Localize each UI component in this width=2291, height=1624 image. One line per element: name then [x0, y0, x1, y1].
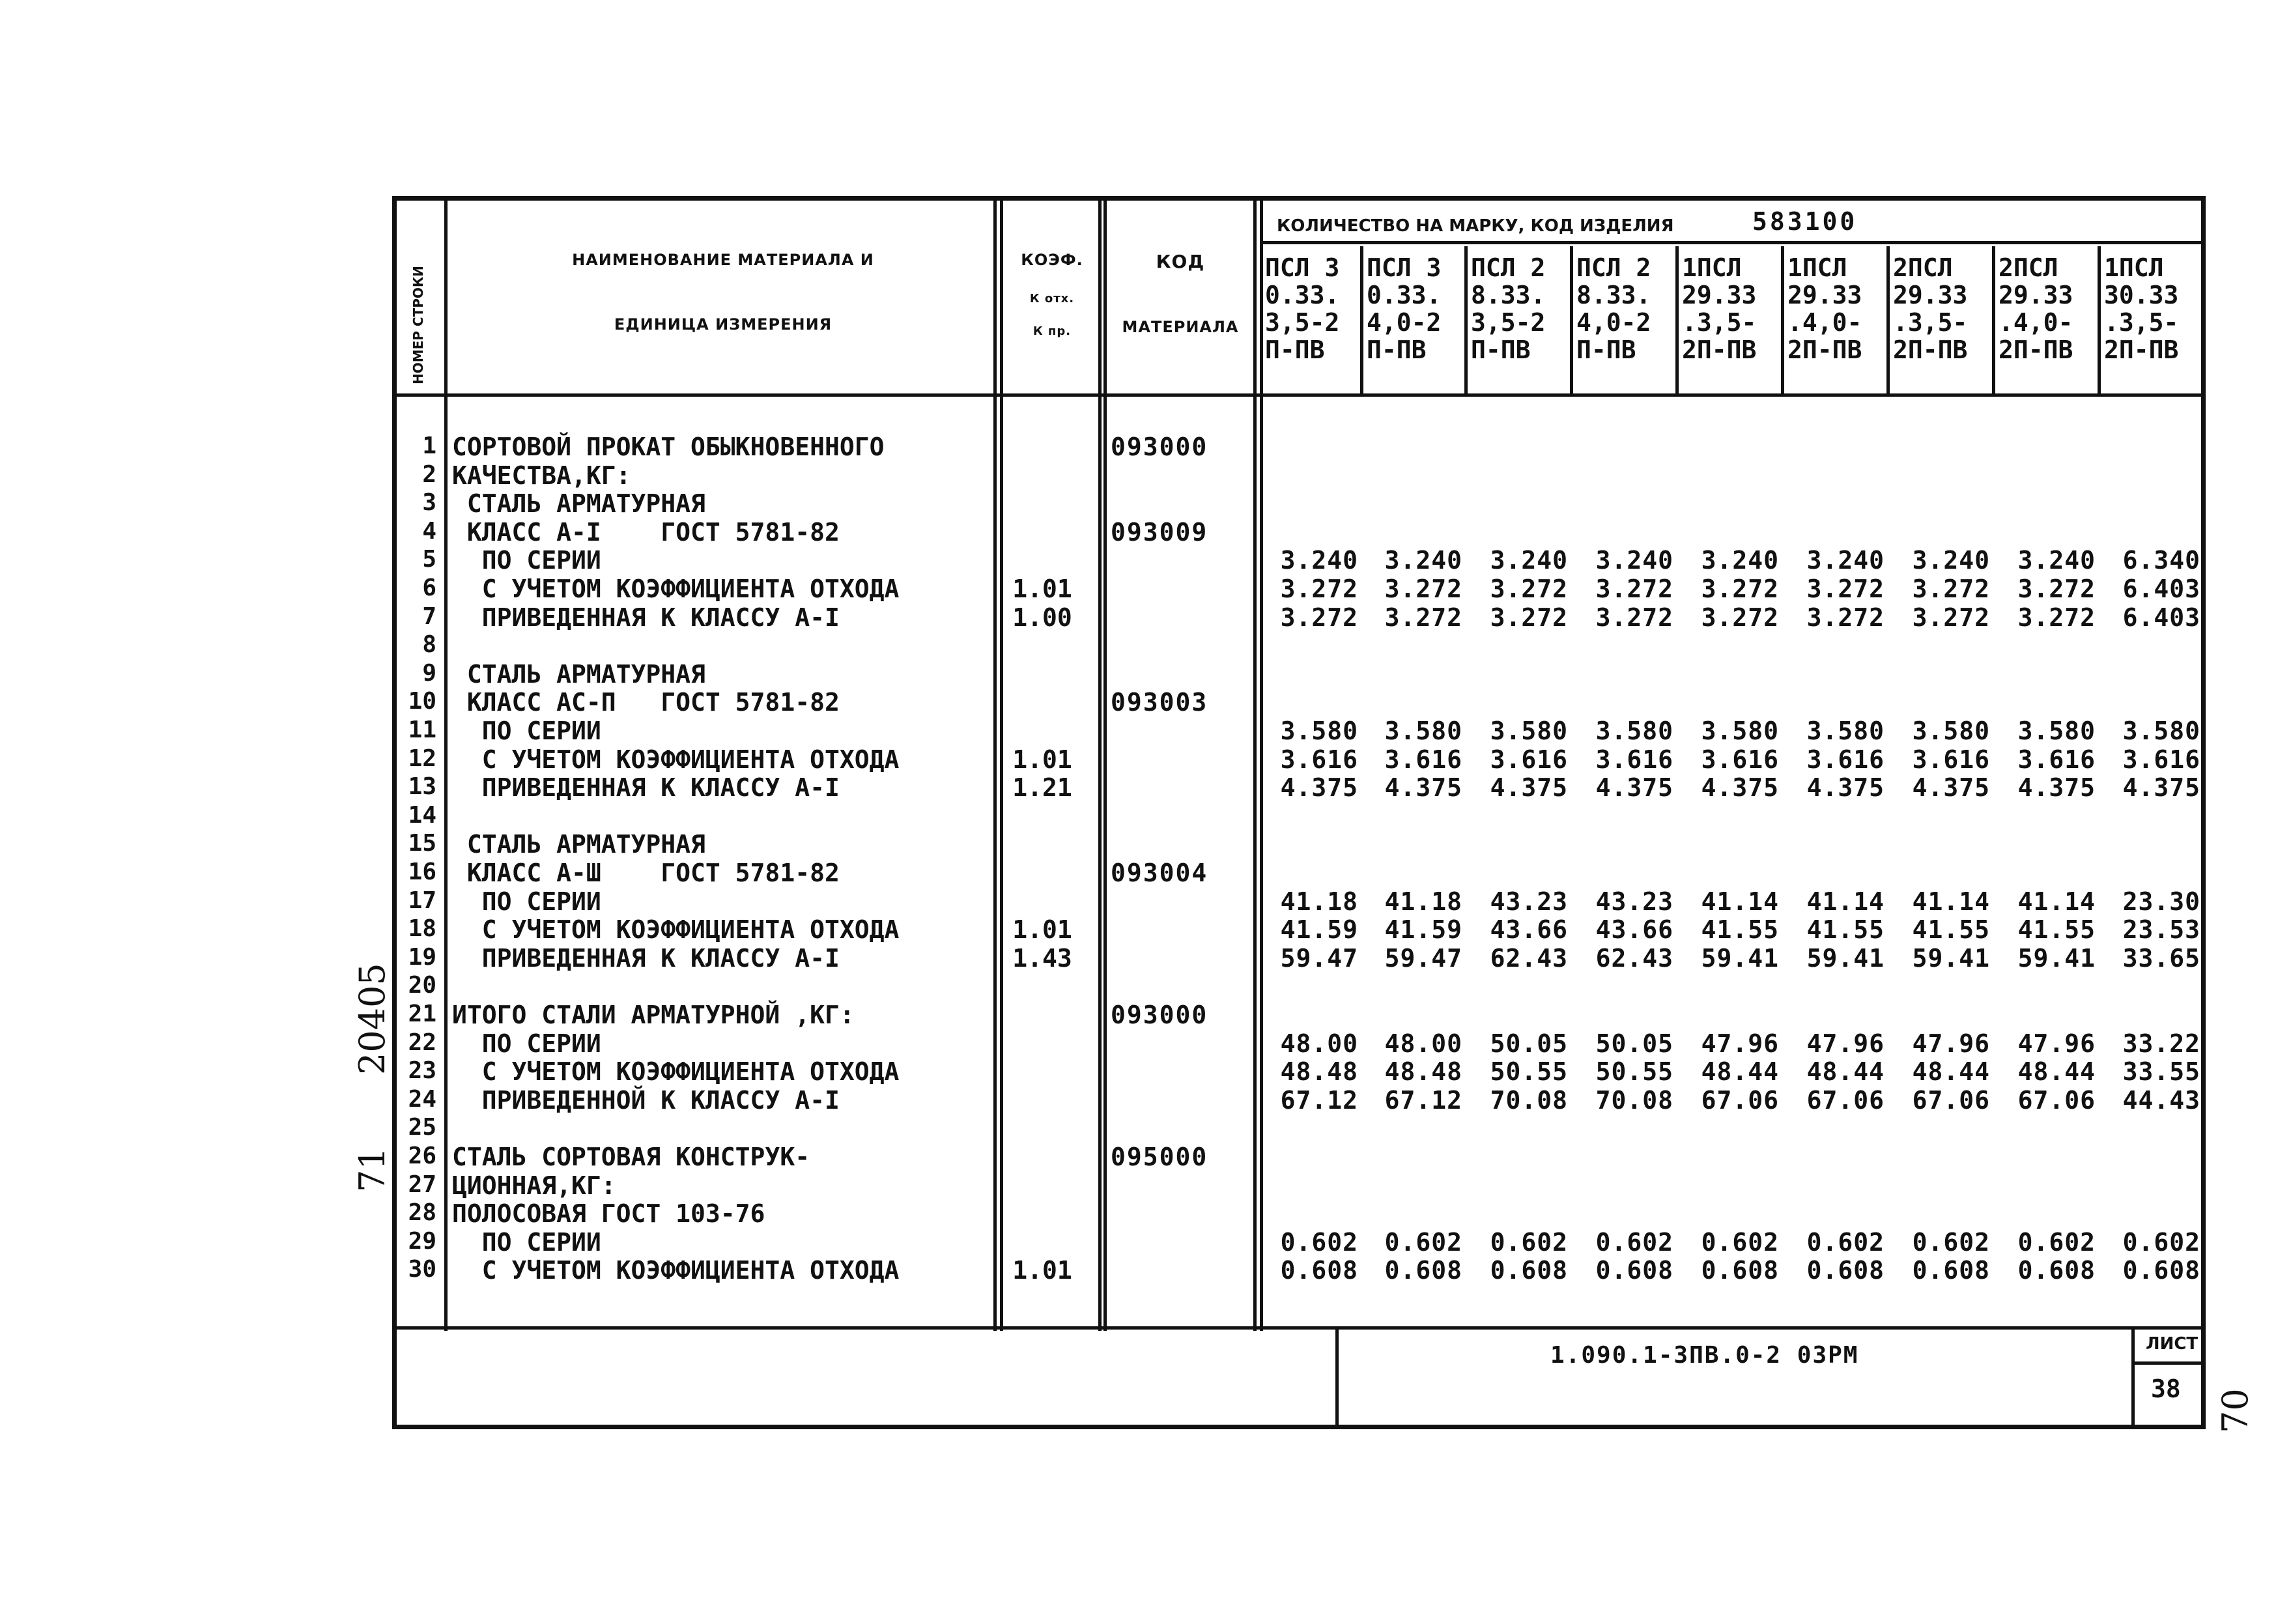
quantity-value: 3.272 [1701, 575, 1779, 603]
row-number: 4 [422, 518, 436, 545]
quantity-value: 47.96 [2017, 1029, 2096, 1058]
material-name: ПО СЕРИИ [452, 717, 601, 745]
coefficient: 1.00 [1012, 603, 1072, 632]
quantity-value: 3.580 [2017, 717, 2096, 745]
quantity-value: 3.240 [1280, 546, 1358, 575]
quantity-value: 48.48 [1384, 1057, 1462, 1086]
product-column-header: 2ПСЛ 29.33 .3,5- 2П-ПВ [1893, 253, 1968, 364]
quantity-value: 4.375 [1806, 773, 1885, 802]
row-number: 14 [408, 802, 436, 829]
quantity-value: 33.65 [2122, 944, 2200, 973]
material-header-line2: ЕДИНИЦА ИЗМЕРЕНИЯ [614, 315, 832, 334]
material-code: 093000 [1111, 433, 1208, 461]
quantity-header: КОЛИЧЕСТВО НА МАРКУ, КОД ИЗДЕЛИЯ [1277, 216, 1674, 236]
quantity-value: 3.616 [1806, 745, 1885, 774]
quantity-value: 41.55 [1701, 915, 1779, 944]
quantity-value: 47.96 [1912, 1029, 1990, 1058]
quantity-value: 50.55 [1490, 1057, 1568, 1086]
quantity-value: 0.608 [1806, 1256, 1885, 1285]
material-name: С УЧЕТОМ КОЭФФИЦИЕНТА ОТХОДА [452, 745, 900, 774]
quantity-value: 3.616 [1595, 745, 1673, 774]
quantity-value: 59.41 [1701, 944, 1779, 973]
quantity-value: 41.14 [1701, 887, 1779, 916]
quantity-value: 0.602 [1595, 1228, 1673, 1257]
quantity-value: 33.22 [2122, 1029, 2200, 1058]
product-column-header: 1ПСЛ 30.33 .3,5- 2П-ПВ [2104, 253, 2179, 364]
row-number: 26 [408, 1143, 436, 1169]
coefficient: 1.01 [1012, 1256, 1072, 1285]
row-number: 17 [408, 887, 436, 914]
quantity-value: 3.272 [1806, 603, 1885, 632]
quantity-value: 48.44 [1806, 1057, 1885, 1086]
quantity-value: 62.43 [1490, 944, 1568, 973]
quantity-value: 0.602 [1384, 1228, 1462, 1257]
row-number: 22 [408, 1029, 436, 1056]
material-code: 095000 [1111, 1143, 1208, 1171]
material-name: С УЧЕТОМ КОЭФФИЦИЕНТА ОТХОДА [452, 1057, 900, 1086]
quantity-value: 3.240 [1595, 546, 1673, 575]
material-name: С УЧЕТОМ КОЭФФИЦИЕНТА ОТХОДА [452, 915, 900, 944]
quantity-value: 3.272 [1595, 603, 1673, 632]
quantity-value: 62.43 [1595, 944, 1673, 973]
material-name: ПОЛОСОВАЯ ГОСТ 103-76 [452, 1199, 765, 1228]
quantity-value: 48.00 [1384, 1029, 1462, 1058]
quantity-value: 43.23 [1595, 887, 1673, 916]
quantity-value: 0.602 [1701, 1228, 1779, 1257]
divider [1335, 1326, 1339, 1429]
quantity-value: 50.05 [1490, 1029, 1568, 1058]
margin-note-right: 70 [2215, 1388, 2256, 1433]
divider [392, 393, 2206, 397]
quantity-value: 3.616 [2017, 745, 2096, 774]
divider [392, 1326, 2206, 1330]
coefficient: 1.01 [1012, 745, 1072, 774]
quantity-value: 70.08 [1490, 1086, 1568, 1115]
divider [1253, 196, 1257, 1331]
quantity-value: 0.608 [1595, 1256, 1673, 1285]
row-number: 9 [422, 660, 436, 687]
quantity-value: 59.47 [1384, 944, 1462, 973]
material-header-line1: НАИМЕНОВАНИЕ МАТЕРИАЛА И [572, 251, 874, 269]
row-number: 21 [408, 1001, 436, 1027]
row-number: 19 [408, 944, 436, 971]
coef-header-line3: К пр. [1032, 324, 1072, 338]
material-name: ЦИОННАЯ,КГ: [452, 1171, 616, 1200]
divider [1098, 196, 1102, 1331]
material-name: КЛАСС А-Ш ГОСТ 5781-82 [452, 859, 840, 887]
product-column-header: 2ПСЛ 29.33 .4,0- 2П-ПВ [1999, 253, 2073, 364]
row-number: 16 [408, 859, 436, 885]
quantity-value: 0.608 [1490, 1256, 1568, 1285]
row-number: 2 [422, 461, 436, 488]
quantity-value: 4.375 [1280, 773, 1358, 802]
divider [1103, 196, 1107, 1331]
quantity-value: 4.375 [1912, 773, 1990, 802]
material-name: ПО СЕРИИ [452, 546, 601, 575]
product-column-header: ПСЛ 3 0.33. 4,0-2 П-ПВ [1367, 253, 1442, 364]
quantity-value: 67.12 [1384, 1086, 1462, 1115]
material-name: КЛАСС АС-П ГОСТ 5781-82 [452, 688, 840, 717]
quantity-value: 48.44 [1912, 1057, 1990, 1086]
quantity-value: 48.44 [2017, 1057, 2096, 1086]
row-number: 12 [408, 745, 436, 772]
quantity-value: 23.53 [2122, 915, 2200, 944]
coefficient: 1.43 [1012, 944, 1072, 973]
quantity-value: 0.608 [1701, 1256, 1779, 1285]
code-header-line1: КОД [1156, 251, 1205, 272]
product-column-header: 1ПСЛ 29.33 .3,5- 2П-ПВ [1682, 253, 1757, 364]
quantity-value: 3.272 [2017, 603, 2096, 632]
quantity-value: 48.00 [1280, 1029, 1358, 1058]
quantity-value: 41.55 [2017, 915, 2096, 944]
quantity-value: 3.580 [1701, 717, 1779, 745]
quantity-value: 67.06 [2017, 1086, 2096, 1115]
quantity-value: 3.580 [1384, 717, 1462, 745]
material-name: ПРИВЕДЕННАЯ К КЛАССУ А-I [452, 773, 840, 802]
quantity-value: 4.375 [1384, 773, 1462, 802]
quantity-value: 48.48 [1280, 1057, 1358, 1086]
quantity-value: 3.272 [1490, 603, 1568, 632]
quantity-value: 44.43 [2122, 1086, 2200, 1115]
quantity-value: 6.403 [2122, 575, 2200, 603]
quantity-value: 0.608 [2122, 1256, 2200, 1285]
row-number: 3 [422, 489, 436, 516]
quantity-value: 59.41 [2017, 944, 2096, 973]
quantity-value: 0.602 [1912, 1228, 1990, 1257]
quantity-value: 0.602 [2122, 1228, 2200, 1257]
coefficient: 1.01 [1012, 915, 1072, 944]
quantity-value: 3.616 [1384, 745, 1462, 774]
quantity-value: 3.240 [1490, 546, 1568, 575]
material-code: 093000 [1111, 1001, 1208, 1029]
material-code: 093004 [1111, 859, 1208, 887]
divider [2131, 1326, 2135, 1429]
quantity-value: 3.616 [1701, 745, 1779, 774]
quantity-value: 3.616 [1280, 745, 1358, 774]
quantity-value: 3.272 [1384, 575, 1462, 603]
quantity-value: 0.608 [1384, 1256, 1462, 1285]
divider [444, 196, 448, 1331]
quantity-value: 3.240 [1806, 546, 1885, 575]
row-number: 27 [408, 1171, 436, 1198]
quantity-value: 0.602 [2017, 1228, 2096, 1257]
quantity-value: 50.55 [1595, 1057, 1673, 1086]
quantity-value: 41.18 [1280, 887, 1358, 916]
quantity-value: 3.272 [1701, 603, 1779, 632]
material-code: 093009 [1111, 518, 1208, 547]
row-number: 15 [408, 830, 436, 857]
quantity-value: 0.602 [1806, 1228, 1885, 1257]
quantity-value: 43.66 [1595, 915, 1673, 944]
quantity-value: 3.580 [1595, 717, 1673, 745]
material-name: СТАЛЬ АРМАТУРНАЯ [452, 489, 705, 518]
row-number-header: НОМЕР СТРОКИ [410, 266, 426, 384]
material-name: ПРИВЕДЕННОЙ К КЛАССУ А-I [452, 1086, 840, 1115]
sheet-number: 38 [2151, 1375, 2181, 1403]
material-name: ПРИВЕДЕННАЯ К КЛАССУ А-I [452, 603, 840, 632]
quantity-value: 0.608 [1280, 1256, 1358, 1285]
quantity-value: 3.580 [1280, 717, 1358, 745]
quantity-value: 3.272 [1806, 575, 1885, 603]
quantity-value: 41.14 [1806, 887, 1885, 916]
quantity-value: 3.272 [1912, 575, 1990, 603]
quantity-value: 67.06 [1912, 1086, 1990, 1115]
quantity-value: 0.602 [1280, 1228, 1358, 1257]
quantity-value: 33.55 [2122, 1057, 2200, 1086]
quantity-value: 4.375 [1701, 773, 1779, 802]
material-name: ПО СЕРИИ [452, 1029, 601, 1058]
divider [1260, 241, 2206, 244]
material-name: КЛАСС А-I ГОСТ 5781-82 [452, 518, 840, 547]
row-number: 30 [408, 1256, 436, 1283]
quantity-value: 3.240 [1384, 546, 1462, 575]
quantity-value: 3.616 [2122, 745, 2200, 774]
quantity-value: 3.580 [1806, 717, 1885, 745]
quantity-value: 41.14 [2017, 887, 2096, 916]
quantity-value: 47.96 [1806, 1029, 1885, 1058]
quantity-value: 3.240 [1912, 546, 1990, 575]
row-number: 23 [408, 1057, 436, 1084]
quantity-value: 6.340 [2122, 546, 2200, 575]
quantity-value: 4.375 [1595, 773, 1673, 802]
quantity-value: 3.580 [2122, 717, 2200, 745]
quantity-value: 59.41 [1806, 944, 1885, 973]
quantity-value: 3.580 [1490, 717, 1568, 745]
quantity-value: 41.59 [1280, 915, 1358, 944]
document-code: 1.090.1-3ПВ.0-2 03РМ [1550, 1342, 1859, 1369]
quantity-value: 50.05 [1595, 1029, 1673, 1058]
divider [2131, 1361, 2206, 1365]
material-name: СТАЛЬ СОРТОВАЯ КОНСТРУК- [452, 1143, 810, 1171]
quantity-value: 6.403 [2122, 603, 2200, 632]
quantity-value: 3.240 [2017, 546, 2096, 575]
quantity-value: 3.240 [1701, 546, 1779, 575]
row-number: 25 [408, 1114, 436, 1141]
quantity-value: 3.272 [1912, 603, 1990, 632]
material-name: СТАЛЬ АРМАТУРНАЯ [452, 660, 705, 689]
coef-header-line1: КОЭФ. [1021, 251, 1083, 269]
quantity-value: 0.602 [1490, 1228, 1568, 1257]
product-column-header: ПСЛ 2 8.33. 4,0-2 П-ПВ [1576, 253, 1651, 364]
row-number: 18 [408, 915, 436, 942]
material-name: ИТОГО СТАЛИ АРМАТУРНОЙ ,КГ: [452, 1001, 855, 1029]
material-name: СОРТОВОЙ ПРОКАТ ОБЫКНОВЕННОГО [452, 433, 885, 461]
row-number: 6 [422, 575, 436, 601]
quantity-value: 0.608 [2017, 1256, 2096, 1285]
material-name: КАЧЕСТВА,КГ: [452, 461, 631, 490]
coefficient: 1.01 [1012, 575, 1072, 603]
material-name: СТАЛЬ АРМАТУРНАЯ [452, 830, 705, 859]
quantity-value: 41.18 [1384, 887, 1462, 916]
material-code: 093003 [1111, 688, 1208, 717]
row-number: 8 [422, 631, 436, 658]
quantity-value: 4.375 [2122, 773, 2200, 802]
quantity-value: 3.272 [1595, 575, 1673, 603]
row-number: 13 [408, 773, 436, 800]
quantity-value: 4.375 [2017, 773, 2096, 802]
coefficient: 1.21 [1012, 773, 1072, 802]
quantity-value: 3.616 [1490, 745, 1568, 774]
material-name: С УЧЕТОМ КОЭФФИЦИЕНТА ОТХОДА [452, 1256, 900, 1285]
row-number: 24 [408, 1086, 436, 1113]
quantity-value: 4.375 [1490, 773, 1568, 802]
quantity-value: 59.47 [1280, 944, 1358, 973]
quantity-value: 3.272 [2017, 575, 2096, 603]
quantity-value: 48.44 [1701, 1057, 1779, 1086]
quantity-value: 3.272 [1490, 575, 1568, 603]
material-name: С УЧЕТОМ КОЭФФИЦИЕНТА ОТХОДА [452, 575, 900, 603]
row-number: 11 [408, 717, 436, 743]
quantity-value: 3.616 [1912, 745, 1990, 774]
product-column-header: ПСЛ 2 8.33. 3,5-2 П-ПВ [1471, 253, 1546, 364]
quantity-value: 41.55 [1912, 915, 1990, 944]
quantity-value: 3.272 [1280, 603, 1358, 632]
material-name: ПО СЕРИИ [452, 1228, 601, 1257]
margin-note-page: 71 [352, 1147, 393, 1192]
row-number: 10 [408, 688, 436, 715]
quantity-value: 67.06 [1806, 1086, 1885, 1115]
quantity-value: 3.272 [1280, 575, 1358, 603]
row-number: 7 [422, 603, 436, 630]
row-number: 29 [408, 1228, 436, 1255]
quantity-value: 67.06 [1701, 1086, 1779, 1115]
quantity-value: 67.12 [1280, 1086, 1358, 1115]
coef-header-line2: К отх. [1029, 292, 1075, 306]
quantity-value: 59.41 [1912, 944, 1990, 973]
sheet-label: ЛИСТ [2146, 1334, 2199, 1354]
product-code: 583100 [1752, 207, 1858, 236]
material-name: ПРИВЕДЕННАЯ К КЛАССУ А-I [452, 944, 840, 973]
quantity-value: 43.66 [1490, 915, 1568, 944]
row-number: 20 [408, 972, 436, 999]
row-number: 28 [408, 1199, 436, 1226]
product-column-header: ПСЛ 3 0.33. 3,5-2 П-ПВ [1265, 253, 1340, 364]
quantity-value: 3.272 [1384, 603, 1462, 632]
quantity-value: 41.55 [1806, 915, 1885, 944]
quantity-value: 0.608 [1912, 1256, 1990, 1285]
code-header-line2: МАТЕРИАЛА [1122, 318, 1239, 336]
row-number: 5 [422, 546, 436, 573]
quantity-value: 3.580 [1912, 717, 1990, 745]
quantity-value: 47.96 [1701, 1029, 1779, 1058]
quantity-value: 41.59 [1384, 915, 1462, 944]
margin-note-archive: 20405 [352, 963, 393, 1075]
product-column-header: 1ПСЛ 29.33 .4,0- 2П-ПВ [1787, 253, 1862, 364]
quantity-value: 43.23 [1490, 887, 1568, 916]
quantity-value: 23.30 [2122, 887, 2200, 916]
quantity-value: 70.08 [1595, 1086, 1673, 1115]
row-number: 1 [422, 433, 436, 459]
material-name: ПО СЕРИИ [452, 887, 601, 916]
quantity-value: 41.14 [1912, 887, 1990, 916]
